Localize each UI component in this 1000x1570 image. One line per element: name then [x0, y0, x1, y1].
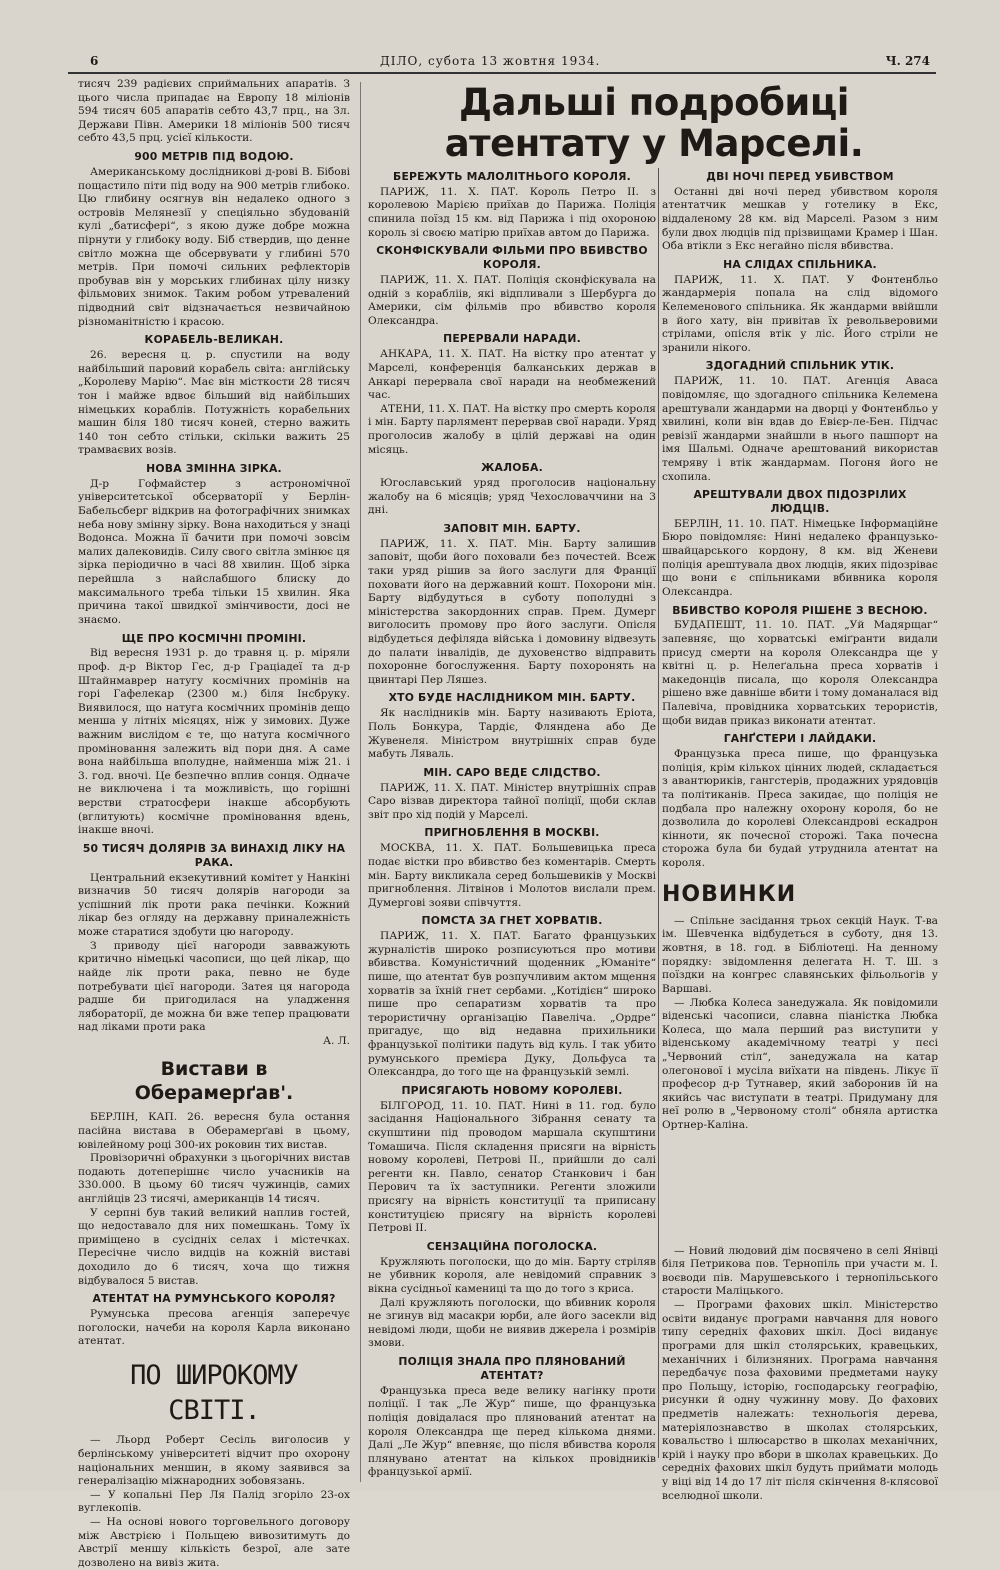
- section-title: ЗДОГАДНИЙ СПІЛЬНИК УТІК.: [705, 359, 895, 373]
- section-text: МОСКВА, 11. Х. ПАТ. Большевицька преса подає вістки про вбивство без коментарів. Смерть мін. Барту викликала серед большевиків у Москві пригноблення. Літвінов і Молотов вислали прем. Думергові зояви співчуття.: [368, 842, 656, 909]
- section-title: 50 ТИСЯЧ ДОЛЯРІВ ЗА ВИНАХІД ЛІКУ НА РАКА.: [82, 841, 346, 869]
- intro-paragraph: тисяч 239 радієвих сприймальних апаратів. З цього числа припадає на Европу 18 міліонів 594 тисяч 605 апаратів себто 43,7 прц., на Зл. Держави Півн. Америки 18 міліонів 500 тисяч себто 43,5 прц. усієї кількости.: [78, 78, 350, 145]
- section-text: Французька преса веде велику нагінку проти поліції. І так „Ле Жур“ пише, що французька поліція довідалася про плянований атентат на короля Олександра ще перед кількома днями. Далі „Ле Жур“ впевняє, що після вбивства короля плянувано атентат на кількох провідників французької армії.: [368, 1384, 656, 1479]
- section-text: Центральний екзекутивний комітет у Нанкіні визначив 50 тисяч долярів нагороди за успішний лік проти рака печінки. Кожний лікар без огляду на державну приналежність може старатися здобути цю нагороду.: [78, 871, 350, 939]
- section-text: Югославський уряд проголосив національну жалобу на 6 місяців; уряд Чехословаччини на 3 дні.: [368, 477, 656, 517]
- section-text: Румунська пресова агенція заперечує поголоски, начеби на короля Карла виконано атентат.: [78, 1308, 350, 1348]
- main-headline: Дальші подробиці атентату у Марселі.: [444, 81, 864, 166]
- article-title: Вистави в Оберамерґав'.: [134, 1057, 294, 1104]
- news-rubric-title: НОВИНКИ: [662, 881, 797, 907]
- section-title: ЩЕ ПРО КОСМІЧНІ ПРОМІНІ.: [121, 631, 307, 645]
- section-title: ПРИГНОБЛЕННЯ В МОСКВІ.: [424, 826, 600, 840]
- section-text: Провізоричні обрахунки з цьогорічних вистав подають дотеперішнє число учасників на 330.000. В цьому 60 тисяч чужинців, самих англійців 23 тисячі, американців 14 тисяч.: [78, 1152, 350, 1206]
- section-text: БЕРЛІН, 11. 10. ПАТ. Німецьке Інформаційне Бюро повідомляє: Нині недалеко французько-швайцарського кордону, 8 км. від Женеви поліція арештувала двох людців, яких підозріває що вони є спільниками вбивника короля Олександра.: [662, 517, 938, 598]
- masthead-title-date: ДІЛО, субота 13 жовтня 1934.: [380, 54, 601, 68]
- section-title: ПЕРЕРВАЛИ НАРАДИ.: [443, 332, 581, 346]
- news-item: — Програми фахових шкіл. Міністерство освіти виданує програми навчання для нового типу середніх фахових шкіл. Досі виданує програми для шкіл столярських, кравецьких, механічних і білизняних. Програма навчання передбачує поза фаховими предметами науку про Польщу, історію, господарську географію, рисунки й одну чужинну мову. До фахових предметів належать: технольогія дерева, матеріялознавство в школах столярських, ковальство і шлюсарство в школах механічних, крій і науку про вбори в школах кравецьких. До середніх фахових шкіл будуть приймати молодь у віці від 14 до 17 літ після скінчення 8-клясової вселюдної школи.: [662, 1299, 938, 1502]
- column-3: [662, 166, 938, 1503]
- section-title: ДВІ НОЧІ ПЕРЕД УБИВСТВОМ: [706, 170, 894, 183]
- section-title: СЕНЗАЦІЙНА ПОГОЛОСКА.: [426, 1239, 598, 1253]
- section-text: Як наслідників мін. Барту називають Еріота, Поль Бонкура, Тардіє, Фляндена або Де Жувенеля. Міністром внутрішніх справ буде мабуть Ляваль.: [368, 707, 656, 761]
- news-item: — Новий людовий дім посвячено в селі Янівці біля Петрикова пов. Тернопіль при участи м. І. воєводи пів. Марушевського і тернопільського старости Маліцького.: [662, 1244, 938, 1298]
- section-text: З приводу цієї нагороди завважують критично німецькі часописи, що цей лікар, що найде лік проти рака, певно не буде потребувати цієї нагороди. Затея ця нагорода радше би пригодилася на уладження лябораторії, де можна би вже тепер працювати над ліками проти рака: [78, 939, 350, 1034]
- section-text: Французька преса пише, що французька поліція, крім кількох цінних людей, складається з авантюриків, гангстерів, продажних урядовців та політиканів. Преса закидає, що поліція не подбала про належну охорону короля, бо не дозволила до королеві Олександрові ескадрон кінноти, як почесної сторожі. Така почесна сторожа була би будай утруднила атентат на короля.: [662, 748, 938, 869]
- section-text: ПАРИЖ, 11. Х. ПАТ. Багато французьких журналістів широко розписуються про мотиви вбивства. Комуністичний щоденник „Юманіте“ пише, що атентат був розпучливим актом мщення хорватів за їхній гнет сербами. „Котідієн“ широко пише про сепаратизм хорватів та про терористичну організацію Павеліча. „Ордре“ пригадує, що від недавна прихильники французької політики падуть від куль. І так убито румунського премієра Дуку, Дольфуса та Олександра, до того ще на французькій землі.: [368, 930, 656, 1079]
- section-title: НА СЛІДАХ СПІЛЬНИКА.: [723, 257, 877, 271]
- section-text: БУДАПЕШТ, 11. 10. ПАТ. „Уй Мадярщаг“ запевняє, що хорватські еміґранти видали присуд смерти на короля Олександра ще у квітні ц. р. Нелеґальна преса хорватів і македонців писала, що короля Олександра рішено вже давніше вбити і тому доманалася від Палевіча, провідника хорватських терористів, щоби видав приказ виконати атентат.: [662, 619, 938, 727]
- masthead: [60, 52, 940, 74]
- section-title: ЗАПОВІТ МІН. БАРТУ.: [443, 521, 581, 535]
- section-text: — У копальні Пер Ля Палід згоріло 23-ох вуглекопів.: [78, 1488, 350, 1515]
- section-title: ХТО БУДЕ НАСЛІДНИКОМ МІН. БАРТУ.: [388, 691, 636, 705]
- column-divider-left: [360, 82, 361, 1482]
- section-text: Далі кружляють поголоски, що вбивник короля не згинув від масакри юрби, але його засекли від невідомі люди, щоби не виявив джерела і розмірів змови.: [368, 1296, 656, 1350]
- section-text: Американському дослідникові д-рові В. Бібові пощастило піти під воду на 900 метрів глибоко. Цю глибину осягнув він недалеко одного з островів Мелянезії у спеціяльно збудованій кулі „батисфері“, з якою дуже добре можна пірнути у глибоку воду. Біб ствердив, що денне світло можна ще обсервувати у глибині 570 метрів. При помочі сильних рефлекторів пробував він у морських глибинах цілу низку фільмових знимок. Таким робом утревалений підводний світ відзначається незвичайною різноманітністю і красою.: [78, 165, 350, 328]
- section-text: ПАРИЖ, 11. Х. ПАТ. Поліція сконфіскувала на одній з корабліів, які відпливали з Шербурга до Америки, сім фільмів про вбивство короля Олександра.: [368, 274, 656, 327]
- section-title: МІН. САРО ВЕДЕ СЛІДСТВО.: [423, 765, 601, 779]
- section-text: Кружляють поголоски, що до мін. Барту стріляв не убивник короля, але невідомий справник з вікна сусідньої камениці та що до того з криса.: [368, 1255, 656, 1295]
- column-2: [368, 166, 656, 1480]
- page-number: 6: [90, 54, 99, 68]
- blank-space: [662, 1133, 938, 1245]
- section-title: НОВА ЗМІННА ЗІРКА.: [146, 461, 282, 475]
- section-text: АНКАРА, 11. Х. ПАТ. На вістку про атентат у Марселі, конференція балканських держав в Анкарі перервала свої наради на необмежений час.: [368, 348, 656, 402]
- rubric-title: ПО ШИРОКОМУ СВІТІ.: [130, 1359, 298, 1426]
- section-text: БЕРЛІН, КАП. 26. вересня була остання пасійна вистава в Оберамерґаві в цьому, ювілейному році 300-их роковин тих вистав.: [78, 1111, 350, 1151]
- section-title: ПОЛІЦІЯ ЗНАЛА ПРО ПЛЯНОВАНИЙ АТЕНТАТ?: [398, 1354, 626, 1382]
- section-text: ПАРИЖ, 11. Х. ПАТ. У Фонтенбльо жандармерія попала на слід відомого Келеменового спільника. Як жандарми ввійшли в його хату, він привітав їх револьверовими стрілами, опісля втік у ліс. Його стріли не зранили нікого.: [662, 273, 938, 354]
- section-text: Д-р Гофмайстер з астрономічної університетської обсерваторії у Берлін-Бабельсберг відкрив на фотографічних знимках неба нову змінну зірку. Вона находиться у знаці Водонса. Можна її бачити при помочі зовсім малих далековидів. Силу свого світла змінює ця зірка періодично в часі 88 хвилин. Щоб зірка перейшла з найслабшого блиску до максимального треба тільки 15 хвилин. Яка причина такої швидкої змінчивости, досі не знаємо.: [78, 477, 350, 626]
- section-text: 26. вересня ц. р. спустили на воду найбільший паровий корабель світа: англійську „Королеву Марію“. Має він місткости 28 тисяч тон і майже вдвоє більший від найбільших німецьких кораблів. Потужність корабельних машин біля 180 тисяч коней, стерно важить 140 тон себто стільки, скільки важить 25 трамваєвих возів.: [78, 349, 350, 457]
- section-text: Останні дві ночі перед убивством короля атентатчик мешкав у готелику в Екс, віддаленому 28 км. від Марселі. Разом з ним були двох людців під прізвищами Крамер і Шан. Оба втікли з Екс негайно після вбивства.: [662, 185, 938, 253]
- section-title: ЖАЛОБА.: [481, 461, 543, 475]
- section-text: БІЛГОРОД, 11. 10. ПАТ. Нині в 11. год. було засідання Національного Зібрання сенату та скупштини під проводом маршала скупштини Томашича. Після складення присяги на вірність новому королеві, Петрові ІІ., прийшли до салі регенти кн. Павло, сенатор Станкович і бан Перович та їх заступники. Регенти зложили присягу на вірність конституції та приписану конституцією присягу на вірність королеві Петрові ІІ.: [368, 1099, 656, 1235]
- section-text: ПАРИЖ, 11. 10. ПАТ. Агенція Аваса повідомляє, що здогадного спільника Келемена арештували жандарми на дворці у Фонтенбльо у хвилині, коли він вдав до Евієр-ле-Бен. Підчас ревізії жандарми знайшли в нього пашпорт на імя Шальмі. Одначе арештований використав темряву і втік жандармам. Погоня його не схопила.: [662, 375, 938, 483]
- section-title: АТЕНТАТ НА РУМУНСЬКОГО КОРОЛЯ?: [92, 1292, 336, 1306]
- section-text: Від вересня 1931 р. до травня ц. р. міряли проф. д-р Віктор Гес, д-р Граціадеї та д-р Штайнмаврер натугу космічних промінів на горі Гафелекар (2300 м.) біля Інсбруку. Виявилося, що натуга космічних промінів дещо менша у літніх місяцях, ніж у зимових. Дуже важним вислідом є те, що натуга космічного проміновання залежить від пори дня. А саме вона найбільша вполудне, найменша між 21. і 3. год. вночі. Це безпечно вплив сонця. Одначе не виключена і та можливість, що горішні верстви стратосфери інакше абсорбують (вглитують) космічне проміновання вдень, інакше вночі.: [78, 647, 350, 837]
- section-title: ПРИСЯГАЮТЬ НОВОМУ КОРОЛЕВІ.: [401, 1083, 623, 1097]
- section-title: АРЕШТУВАЛИ ДВОХ ПІДОЗРІЛИХ ЛЮДЦІВ.: [693, 488, 907, 516]
- issue-number: Ч. 274: [885, 54, 930, 68]
- column-divider-right: [658, 168, 659, 1458]
- section-text: АТЕНИ, 11. Х. ПАТ. На вістку про смерть короля і мін. Барту парлямент перервав свої наради. Уряд проголосив жалобу в цілій державі на один місяць.: [368, 402, 656, 456]
- header-rule: [68, 72, 936, 74]
- section-title: БЕРЕЖУТЬ МАЛОЛІТНЬОГО КОРОЛЯ.: [393, 170, 631, 183]
- section-title: ПОМСТА ЗА ГНЕТ ХОРВАТІВ.: [421, 914, 603, 928]
- section-title: ВБИВСТВО КОРОЛЯ РІШЕНЕ З ВЕСНОЮ.: [672, 603, 928, 617]
- section-text: ПАРИЖ, 11. Х. ПАТ. Міністер внутрішніх справ Саро візвав директора тайної поліції, щоби склав звіт про хід подій у Марселі.: [368, 781, 656, 821]
- section-text: ПАРИЖ, 11. Х. ПАТ. Король Петро ІІ. з королевою Марією приїхав до Парижа. Поліція спинила поїзд 15 км. від Парижа і під охороною король зі своєю матірю приїхав автом до Парижа.: [368, 185, 656, 239]
- section-title: КОРАБЕЛЬ-ВЕЛИКАН.: [144, 333, 284, 347]
- section-text: — Льорд Роберт Сесіль виголосив у берлінському університеті відчит про охорону національних меншин, в якому заявився за генералізацію міжнародних зобовязань.: [78, 1434, 350, 1488]
- column-1: [78, 78, 350, 1570]
- news-item: — Любка Колеса занедужала. Як повідомили віденські часописи, славна піаністка Любка Колеса, що мала перший раз виступити у віденському академічному театрі у пєсі „Червоний стіл“, занедужала на катар олегонової і мусіла виїхати на південь. Лікує її професор д-р Тутнавер, який заборонив їй на якийсь час виступати в театрі. Придуману для неї ролю в „Червоному столі“ обняла артистка Ортнер-Каліна.: [662, 996, 938, 1132]
- section-text: ПАРИЖ, 11. Х. ПАТ. Мін. Барту залишив заповіт, щоби його поховали без почестей. Всеж таки уряд рішив за його заслуги для Франції поховати його на державний кошт. Похорони мін. Барту відбудуться в суботу пополудні з міністерства закордонних справ. Прем. Думерг виголосить промову про його заслуги. Опісля відбудеться дефіляда війська і домовину відвезуть до палати інвалідів, де духовенство відправить похоронне богослуження. Барту похоронять на цвинтарі Пер Ляшез.: [368, 537, 656, 686]
- section-title: 900 МЕТРІВ ПІД ВОДОЮ.: [134, 150, 294, 164]
- section-title: СКОНФІСКУВАЛИ ФІЛЬМИ ПРО ВБИВСТВО КОРОЛЯ.: [376, 244, 648, 272]
- section-text: — На основі нового торговельного договору між Австрією і Польщею вивозитимуть до Австрії меншу кількість безрої, але зате дозволено на вивіз жита.: [78, 1516, 350, 1569]
- news-item: — Спільне засідання трьох секцій Наук. Т-ва ім. Шевченка відбудеться в суботу, дня 13. жовтня, в 18. год. в Бібліотеці. На денному порядку: звідомлення делегата Н. Т. Ш. з поїздки на конгрес славянських фільольогів у Варшаві.: [662, 914, 938, 995]
- author-signature: А. Л.: [323, 1034, 350, 1047]
- section-title: ГАНҐСТЕРИ І ЛАЙДАКИ.: [723, 732, 877, 746]
- section-text: У серпні був такий великий наплив гостей, що недоставало для них помешкань. Тому їх приміщено в сусідніх селах і містечках. Пересічне число видців на кожній виставі доходило до 6 тисяч, хоча що тижня відбувалося 5 вистав.: [78, 1206, 350, 1287]
